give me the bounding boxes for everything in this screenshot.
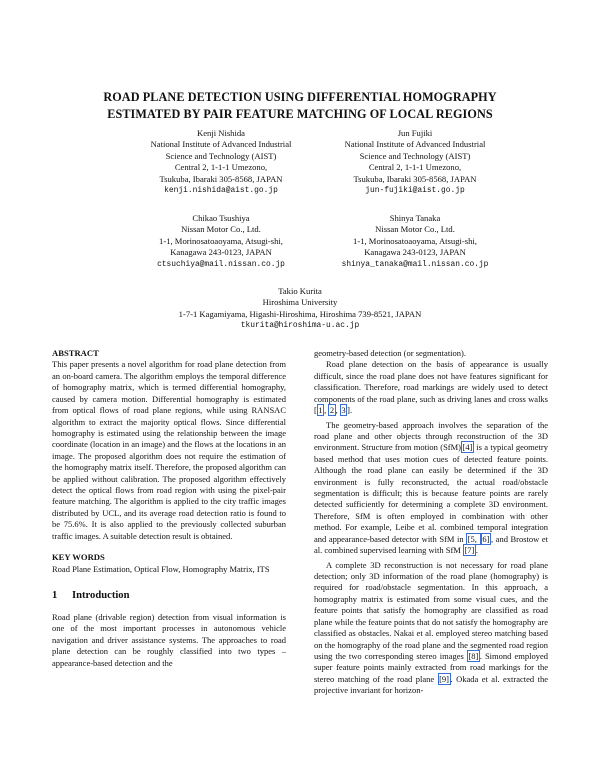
citation-link[interactable]: [7] [464,545,475,556]
paragraph-text: , and Brostow et al. combined supervised learning with SfM [314,533,548,556]
author-affiliation: Science and Technology (AIST) [359,150,471,161]
right-column [314,348,548,697]
author-name: Chikao Tsushiya [192,213,250,223]
author-address: Tsukuba, Ibaraki 305-8568, JAPAN [353,173,477,184]
citation-link[interactable]: [8] [468,650,479,661]
abstract-text: This paper presents a novel algorithm for road plane detection from an on-board camera. The algorithm employs the temporal difference of homography matrix, which is termed differential homography, caused by camera motion. Differential homography is estimated from optical flows of road plane regions, while using RANSAC algorithm to extract the majority optical flows. Since differential homography is estimated using the relationship between the image coordinate (location in an image) and the flows at the locations in an image. The proposed algorithm does not require the estimation of the homography matrix itself. Therefore, the proposed algorithm can be applied without calibration. The proposed algorithm effectively detect the optical flows from road region with using the pixel-pair feature matching. The algorithm is applied to the city traffic images distributed by UCL, and its average road detection ratio is found to be 75.6%. It is also applied to the previously collected suburban traffic images. A suitable detection result is obtained. [52,359,286,541]
paragraph-text: . Simond employed super feature points mainly extracted from road markings for the stereo matching of the road plane [314,650,548,684]
author-block-nishida [118,128,324,196]
author-affiliation: Science and Technology (AIST) [165,150,277,161]
paragraph: geometry-based detection (or segmentation). [314,348,466,358]
paragraph-appearance [314,359,548,416]
author-email: jun-fujiki@aist.go.jp [365,186,465,196]
author-affiliation: Hiroshima University [262,297,338,308]
author-name: Jun Fujiki [397,128,433,138]
author-address: 1-7-1 Kagamiyama, Higashi-Hiroshima, Hiroshima 739-8521, JAPAN [178,308,422,319]
citation-link[interactable]: [9] [439,673,450,684]
citation-link[interactable]: [5, [467,533,480,544]
paragraph-text: Road plane detection on the basis of appearance is usually difficult, since the road plane does not have features significant for classification. Therefore, road markings are widely used to detect components of the road plane, such as driving lanes and cross walks [314,359,548,404]
keywords-heading: KEY WORDS [52,552,105,563]
author-address: 1-1, Morinosatoaoyama, Atsugi-shi, [159,235,283,246]
author-name: Takio Kurita [278,286,322,296]
paragraph-text: . Okada et al. extracted the projective invariant for horizon- [314,673,548,696]
citation-bracket: [ [314,405,317,416]
title-line-1: ROAD PLANE DETECTION USING DIFFERENTIAL HOMOGRAPHY [103,90,497,104]
author-email: tkurita@hiroshima-u.ac.jp [240,321,360,331]
author-email: shinya_tanaka@mail.nissan.co.jp [341,259,489,269]
author-affiliation: Nissan Motor Co., Ltd. [181,224,261,235]
paragraph-text: is a typical geometry based method that uses motion cues of detected feature points. Although the road plane can easily be determined if the 3D environment is fully reconstructed, the actual road/obstacle segmentation is difficult; this is because feature points are rarely detected sufficiently for determining a complete 3D environment. Therefore, SfM is often employed in combination with other method. For example, Leibe et al. combined temporal integration and appearance-based detector with SfM in [314,442,548,544]
paragraph-end: . [475,545,479,556]
citation-link[interactable]: 6] [482,533,490,544]
author-address: Central 2, 1-1-1 Umezono, [368,162,462,173]
citation-separator: , [335,405,340,416]
section-title: Introduction [72,590,130,602]
author-block-fujiki [312,128,518,196]
author-name: Shinya Tanaka [389,213,441,223]
citation-bracket: ] [347,405,350,416]
citation-separator: , [324,405,329,416]
keywords-text: Road Plane Estimation, Optical Flow, Homography Matrix, ITS [52,563,270,574]
paragraph-end: . [349,405,353,416]
author-address: Kanagawa 243-0123, JAPAN [170,247,272,258]
author-block-kurita [120,286,480,332]
citation-link[interactable]: 2 [329,405,335,416]
paragraph-text: A complete 3D reconstruction is not necessary for road plane detection; only 3D information of the road plane (homography) is required for road/obstacle segmentation. In this approach, a homography matrix is estimated from some visual cues, and the feature points that satisfy the homography are classified as road plane while the feature points that do not satisfy the homography are classified as obstacles. Nakai et al. employed stereo matching based on the homography of the road plane and the segmented road region using the two corresponding stereo images [314,559,548,661]
title-line-2: ESTIMATED BY PAIR FEATURE MATCHING OF LOCAL REGIONS [107,107,493,121]
author-name: Kenji Nishida [197,128,245,138]
author-email: ctsuchiya@mail.nissan.co.jp [157,259,285,269]
citation-link[interactable]: 1 [318,405,323,416]
author-affiliation: National Institute of Advanced Industrial [150,139,292,150]
author-address: Kanagawa 243-0123, JAPAN [364,247,466,258]
paragraph-geometry [314,420,548,557]
author-email: kenji.nishida@aist.go.jp [164,186,278,196]
intro-paragraph: Road plane (drivable region) detection from visual information is one of the most important processes in autonomous vehicle navigation and driver assistance systems. The approaches to road plane detection can be roughly classified into two types – appearance-based detection and the [52,612,286,668]
author-block-tanaka [302,213,528,270]
paper-title [40,89,560,123]
author-affiliation: Nissan Motor Co., Ltd. [375,224,455,235]
author-address: Central 2, 1-1-1 Umezono, [174,162,268,173]
left-column [52,348,286,669]
paragraph-homography [314,560,548,697]
author-address: Tsukuba, Ibaraki 305-8568, JAPAN [159,173,283,184]
section-heading [52,589,286,603]
citation-link[interactable]: 3 [341,405,346,416]
author-address: 1-1, Morinosatoaoyama, Atsugi-shi, [353,235,477,246]
section-number: 1 [52,590,58,602]
abstract-heading: ABSTRACT [52,348,99,358]
citation-link[interactable]: [4] [462,442,473,453]
author-block-tsushiya [108,213,334,270]
paragraph-text: The geometry-based approach involves the separation of the road plane and other objects through reconstruction of the 3D environment. Structure from motion (SfM) [314,419,548,453]
author-affiliation: National Institute of Advanced Industrial [344,139,486,150]
